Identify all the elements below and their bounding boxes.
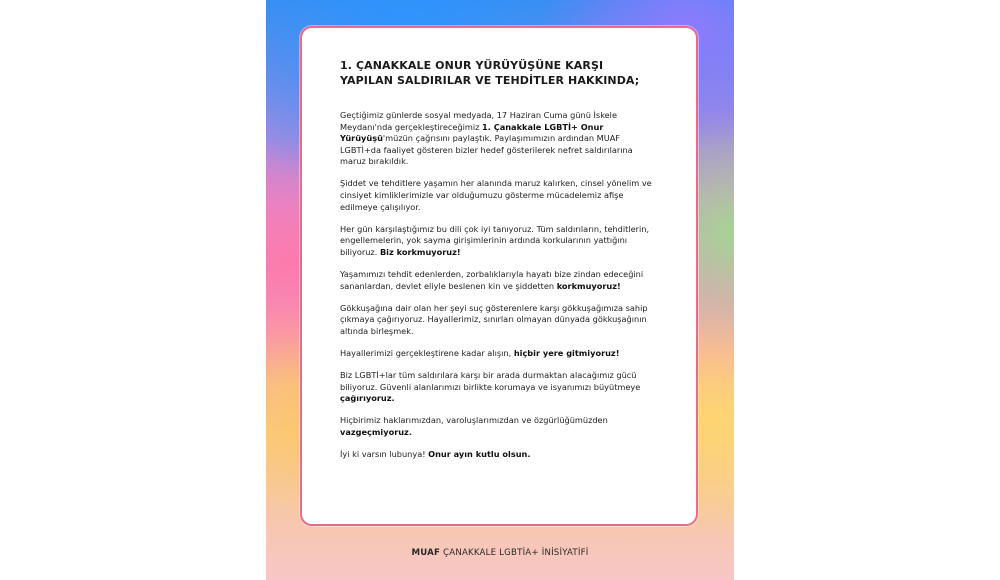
poster [266, 0, 734, 580]
paragraph-5: Gökkuşağına dair olan her şeyi suç gösterenlere karşı gökkuşağımıza sahip çıkmaya çağırıyoruz. Hayallerimiz, sınırları olmayan dünyada gökkuşağının altında birleşmek. [340, 302, 648, 336]
paragraph-8 [340, 415, 660, 438]
paragraph-3-bold: Biz korkmuyoruz! [379, 246, 461, 257]
paragraph-8-text: Hiçbirimiz haklarımızdan, varoluşlarımızdan ve özgürlüğümüzden [340, 415, 608, 426]
paragraph-6-bold: hiçbir yere gitmiyoruz! [513, 348, 620, 358]
footer-signature [266, 548, 734, 558]
paragraph-4-bold: korkmuyoruz! [556, 280, 621, 291]
footer-org-rest: ÇANAKKALE LGBTİA+ İNİSİYATİFİ [440, 548, 589, 558]
statement-title: 1. ÇANAKKALE ONUR YÜRÜYÜŞÜNE KARŞI YAPILAN SALDIRILAR VE TEHDİTLER HAKKINDA; [340, 59, 640, 87]
paragraph-8-bold: vazgeçmiyoruz. [340, 426, 412, 437]
paragraph-1-text: Geçtiğimiz günlerde sosyal medyada, 17 Haziran Cuma günü İskele Meydanı'nda gerçekleştireceğimiz [340, 110, 617, 132]
paragraph-9-bold: Onur ayın kutlu olsun. [428, 449, 531, 460]
paragraph-4 [340, 269, 660, 292]
paragraph-1-text-end: 'müzün çağrısını paylaştık. Paylaşımımızın ardından MUAF LGBTİ+da faaliyet gösteren bizler hedef gösterilerek nefret saldırılarına maruz bırakıldık. [340, 133, 633, 167]
paragraph-6-text: Hayallerimizi gerçekleştirene kadar alışın, [340, 348, 514, 358]
paragraph-9 [340, 449, 660, 461]
paragraph-3-text: Her gün karşılaştığımız bu dili çok iyi tanıyoruz. Tüm saldırıların, tehditlerin, engellemelerin, yok sayma girişimlerinin ardında korkularının yattığını biliyoruz. [340, 223, 650, 257]
paragraph-6 [340, 348, 660, 360]
paragraph-7-bold: çağırıyoruz. [340, 393, 395, 404]
paragraph-1-bold: 1. Çanakkale LGBTİ+ Onur Yürüyüşü [340, 121, 604, 144]
footer-org: MUAF [411, 548, 441, 558]
paragraph-9-text: İyi ki varsın lubunya! [340, 449, 429, 460]
paragraph-2: Şiddet ve tehditlere yaşamın her alanında maruz kalırken, cinsel yönelim ve cinsiyet kimliklerimizle var olduğumuzu gösterme mücadelemiz afişe edilmeye çalışılıyor. [340, 178, 652, 212]
paragraph-1 [340, 110, 660, 168]
paragraph-3 [340, 224, 660, 259]
paragraph-7-text: Biz LGBTİ+lar tüm saldırılara karşı bir arada durmaktan alacağımız gücü biliyoruz. Güvenli alanlarımızı birlikte korumaya ve isyanımızı büyütmeye [340, 370, 641, 392]
paragraph-4-text: Yaşamımızı tehdit edenlerden, zorbalıklarıyla hayatı bize zindan edeceğini sananlardan, devlet eliyle beslenen kin ve şiddetten [340, 269, 644, 291]
paragraph-7 [340, 370, 660, 405]
statement-card [300, 26, 698, 526]
